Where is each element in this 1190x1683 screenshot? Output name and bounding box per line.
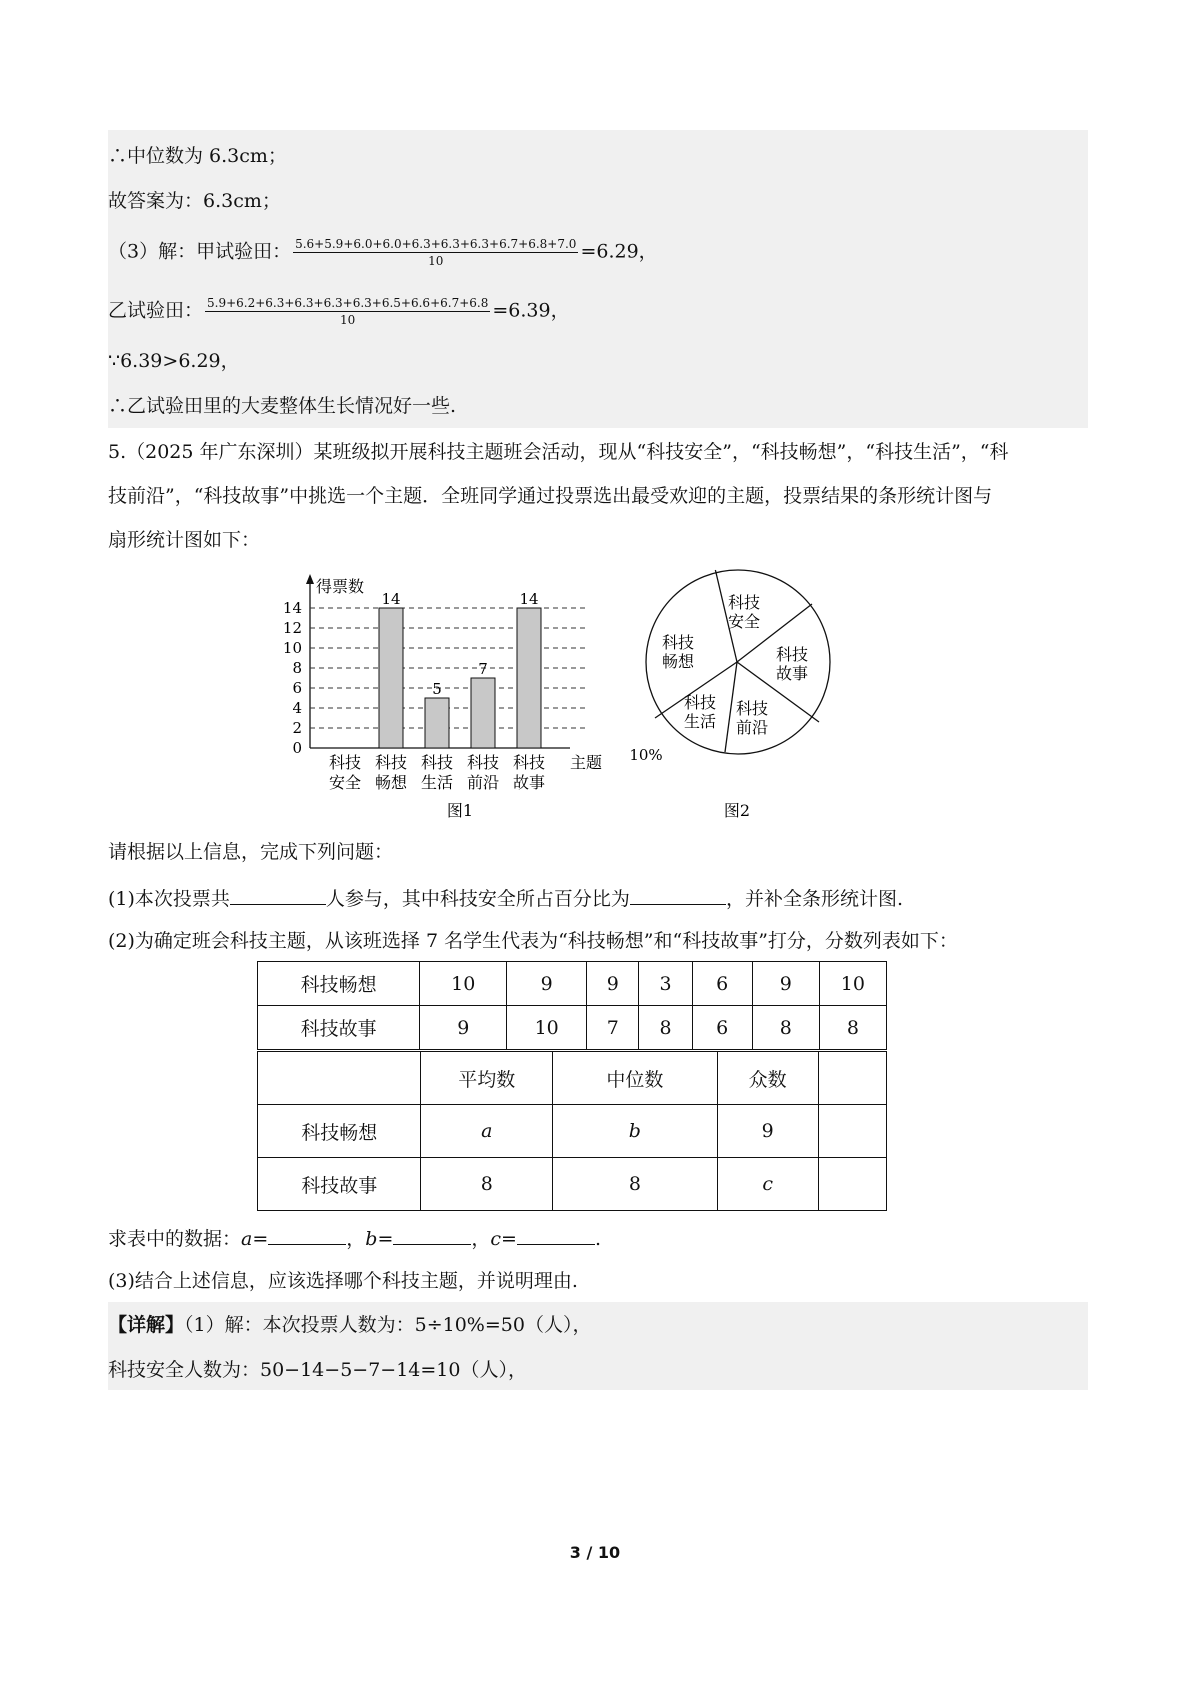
y-tick-label: 0 <box>292 739 302 757</box>
bar-value-label: 14 <box>381 590 401 608</box>
slice-label: 科技 <box>775 645 809 664</box>
answer-line: 科技安全人数为：50−14−5−7−14=10（人）， <box>108 1359 527 1381</box>
instruction-text: 请根据以上信息，完成下列问题： <box>108 841 394 863</box>
question-2-ask: 求表中的数据：a= ，b= ，c= . <box>108 1224 601 1252</box>
row-header-cell: 科技故事 <box>258 1006 420 1050</box>
y-axis-label: 得票数 <box>316 577 365 596</box>
column-header-cell <box>818 1052 886 1105</box>
score-cell: 8 <box>819 1006 886 1050</box>
score-cell: 7 <box>587 1006 639 1050</box>
score-cell: 9 <box>752 962 819 1006</box>
stat-cell: 9 <box>717 1105 818 1158</box>
solution-line: ∵6.39>6.29， <box>108 350 240 372</box>
y-tick-label: 2 <box>292 719 302 737</box>
score-cell: 9 <box>507 962 587 1006</box>
y-tick-label: 6 <box>292 679 302 697</box>
answer-label: 【详解】 <box>108 1314 185 1336</box>
table-row <box>258 962 887 1006</box>
scores-table <box>257 961 887 1050</box>
x-tick-label: 故事 <box>512 773 546 792</box>
x-tick-label: 科技 <box>374 753 408 772</box>
score-cell: 8 <box>639 1006 692 1050</box>
fraction: $\frac{5.6+5.9+6.0+6.0+6.3+6.3+6.3+6.7+6.8+7.0}{10}$ <box>295 237 577 268</box>
answer-line: 【详解】（1）解：本次投票人数为：5÷10%=50（人）， <box>108 1314 592 1336</box>
answer-blank <box>517 1224 595 1245</box>
table-row <box>258 1006 887 1050</box>
slice-label: 畅想 <box>661 652 695 671</box>
solution-line: （3）解：甲试验田： $\frac{5.6+5.9+6.0+6.0+6.3+6.3+6.3+6.7+6.8+7.0}{10}$ =6.29， <box>108 237 658 268</box>
answer-blank <box>230 884 326 905</box>
y-tick-label: 8 <box>292 659 302 677</box>
figure-caption: 图1 <box>446 801 474 820</box>
score-cell: 8 <box>752 1006 819 1050</box>
y-tick-label: 12 <box>282 619 302 637</box>
bar-value-label: 14 <box>519 590 539 608</box>
solution-block <box>108 130 1088 428</box>
table-header-row <box>258 1052 887 1105</box>
stat-cell <box>818 1105 886 1158</box>
score-cell: 10 <box>420 962 507 1006</box>
problem-text: 5.（2025 年广东深圳）某班级拟开展科技主题班会活动，现从“科技安全”，“科技畅想”，“科技生活”，“科 <box>108 441 1009 463</box>
x-tick-label: 科技 <box>466 753 500 772</box>
slice-label: 科技 <box>727 593 761 612</box>
x-tick-label: 科技 <box>328 753 362 772</box>
y-axis-arrow <box>306 574 314 584</box>
score-cell: 10 <box>819 962 886 1006</box>
question-2: (2)为确定班会科技主题，从该班选择 7 名学生代表为“科技畅想”和“科技故事”打分，分数列表如下： <box>108 930 958 952</box>
slice-label: 前沿 <box>735 718 769 737</box>
stat-cell: 8 <box>421 1158 553 1211</box>
figure-caption: 图2 <box>723 801 751 820</box>
x-tick-label: 科技 <box>420 753 454 772</box>
stat-cell: a <box>421 1105 553 1158</box>
column-header-cell: 中位数 <box>553 1052 717 1105</box>
x-axis-label: 主题 <box>570 753 603 772</box>
bar <box>471 678 495 748</box>
x-tick-label: 畅想 <box>374 773 408 792</box>
question-3: (3)结合上述信息，应该选择哪个科技主题，并说明理由. <box>108 1270 578 1292</box>
slice-label: 科技 <box>683 693 717 712</box>
table-row <box>258 1158 887 1211</box>
slice-label: 科技 <box>661 633 695 652</box>
slice-label: 科技 <box>735 699 769 718</box>
solution-line: 乙试验田： $\frac{5.9+6.2+6.3+6.3+6.3+6.3+6.5+6.6+6.7+6.8}{10}$ =6.39， <box>108 296 570 327</box>
answer-blank <box>630 884 726 905</box>
column-header-cell: 平均数 <box>421 1052 553 1105</box>
bar <box>379 608 403 748</box>
x-tick-label: 前沿 <box>466 773 500 792</box>
x-tick-label: 科技 <box>512 753 546 772</box>
stat-cell: 8 <box>553 1158 717 1211</box>
bar-value-label: 5 <box>432 680 442 698</box>
question-1: (1)本次投票共 人参与，其中科技安全所占百分比为 ，并补全条形统计图. <box>108 884 903 912</box>
fraction: $\frac{5.9+6.2+6.3+6.3+6.3+6.3+6.5+6.6+6.7+6.8}{10}$ <box>207 296 489 327</box>
row-header-cell: 科技畅想 <box>258 962 420 1006</box>
y-tick-label: 10 <box>282 639 302 657</box>
solution-line: ∴乙试验田里的大麦整体生长情况好一些. <box>108 395 457 417</box>
slice-label: 生活 <box>683 712 717 731</box>
problem-text: 扇形统计图如下： <box>108 529 261 551</box>
score-cell: 3 <box>639 962 692 1006</box>
table-row <box>258 1105 887 1158</box>
bar <box>517 608 541 748</box>
score-cell: 10 <box>507 1006 587 1050</box>
score-cell: 9 <box>420 1006 507 1050</box>
solution-line: ∴中位数为 6.3cm； <box>108 145 287 167</box>
score-cell: 6 <box>692 1006 752 1050</box>
solution-line: 故答案为：6.3cm； <box>108 190 281 212</box>
bar-chart <box>280 568 663 838</box>
row-header-cell: 科技故事 <box>258 1158 421 1211</box>
column-header-cell <box>258 1052 421 1105</box>
bar <box>425 698 449 748</box>
stat-cell: b <box>553 1105 717 1158</box>
x-tick-label: 安全 <box>328 773 362 792</box>
slice-percent-label: 10% <box>629 746 663 764</box>
row-header-cell: 科技畅想 <box>258 1105 421 1158</box>
stats-table <box>257 1051 887 1211</box>
score-cell: 6 <box>692 962 752 1006</box>
y-tick-label: 14 <box>282 599 302 617</box>
column-header-cell: 众数 <box>717 1052 818 1105</box>
stat-cell <box>818 1158 886 1211</box>
answer-blank <box>393 1224 471 1245</box>
score-cell: 9 <box>587 962 639 1006</box>
slice-label: 安全 <box>727 612 761 631</box>
page-number: 3 / 10 <box>569 1543 621 1562</box>
stat-cell: c <box>717 1158 818 1211</box>
answer-blank <box>268 1224 346 1245</box>
bar-value-label: 7 <box>478 660 488 678</box>
slice-label: 故事 <box>775 664 809 683</box>
problem-text: 技前沿”，“科技故事”中挑选一个主题．全班同学通过投票选出最受欢迎的主题，投票结果的条形统计图与 <box>108 485 993 507</box>
pie-chart <box>629 568 920 838</box>
y-tick-label: 4 <box>292 699 302 717</box>
x-tick-label: 生活 <box>420 773 454 792</box>
